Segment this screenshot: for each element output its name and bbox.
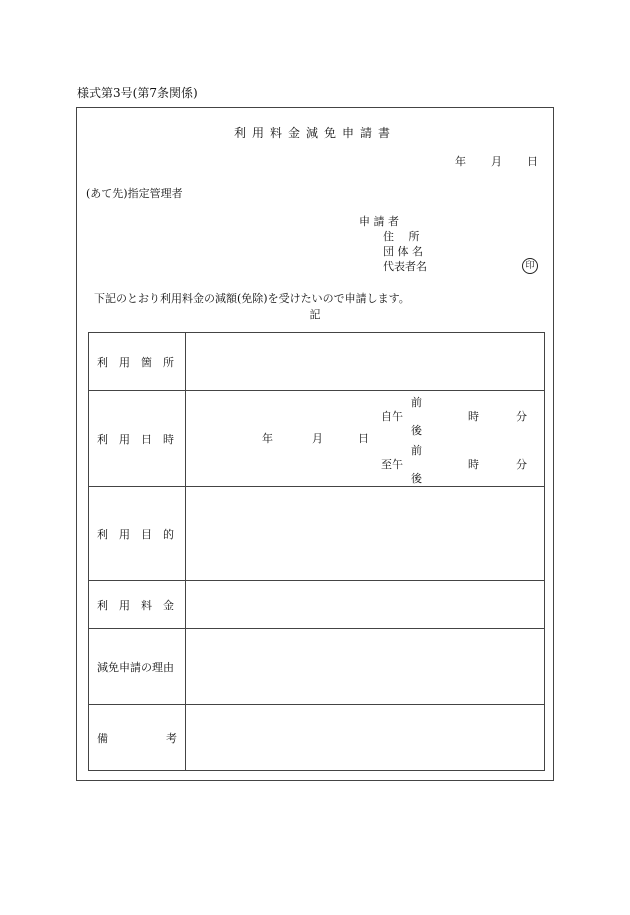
row-datetime	[89, 391, 545, 487]
remarks-field[interactable]	[186, 705, 545, 771]
detail-table	[88, 332, 545, 771]
reason-field[interactable]	[186, 629, 545, 705]
date-day-label: 日	[527, 155, 538, 168]
purpose-field[interactable]	[186, 487, 545, 581]
date-month-label: 月	[491, 155, 502, 168]
date-year-label: 年	[455, 155, 466, 168]
application-form	[76, 107, 554, 781]
applicant-block	[359, 214, 427, 274]
row-reason	[89, 629, 545, 705]
to-minute-label: 分	[516, 457, 527, 471]
applicant-label: 申 請 者	[359, 215, 399, 228]
use-day-label: 日	[358, 431, 369, 445]
address-label: 住 所	[383, 230, 420, 243]
purpose-label: 利用目的	[89, 487, 186, 581]
from-hour-label: 時	[468, 409, 479, 423]
document-title: 利用料金減免申請書	[233, 126, 396, 140]
to-pm-label: 後	[411, 471, 422, 485]
use-year-label: 年	[262, 431, 273, 445]
remarks-label-second: 考	[166, 731, 177, 745]
row-location	[89, 333, 545, 391]
datetime-field[interactable]	[186, 391, 545, 487]
representative-label: 代表者名	[383, 260, 427, 273]
to-hour-label: 時	[468, 457, 479, 471]
use-month-label: 月	[312, 431, 323, 445]
datetime-grid	[186, 392, 544, 486]
row-remarks	[89, 705, 545, 771]
form-number: 様式第3号(第7条関係)	[77, 86, 198, 100]
addressee: (あて先)指定管理者	[86, 187, 183, 200]
from-minute-label: 分	[516, 409, 527, 423]
record-label: 記	[309, 308, 321, 321]
request-sentence: 下記のとおり利用料金の減額(免除)を受けたいので申請します。	[94, 292, 410, 305]
remarks-label-first: 備	[97, 731, 108, 745]
location-label: 利用箇所	[89, 333, 186, 391]
seal-mark: 印	[522, 258, 538, 274]
datetime-label: 利用日時	[89, 391, 186, 487]
from-label: 自午	[381, 409, 403, 423]
to-am-label: 前	[411, 443, 422, 457]
row-purpose	[89, 487, 545, 581]
to-label: 至午	[381, 457, 403, 471]
remarks-label-cell	[89, 705, 186, 771]
fee-label: 利用料金	[89, 581, 186, 629]
from-am-label: 前	[411, 395, 422, 409]
from-pm-label: 後	[411, 423, 422, 437]
organization-label: 団 体 名	[383, 245, 423, 258]
reason-label: 減免申請の理由	[89, 629, 186, 705]
location-field[interactable]	[186, 333, 545, 391]
fee-field[interactable]	[186, 581, 545, 629]
row-fee	[89, 581, 545, 629]
